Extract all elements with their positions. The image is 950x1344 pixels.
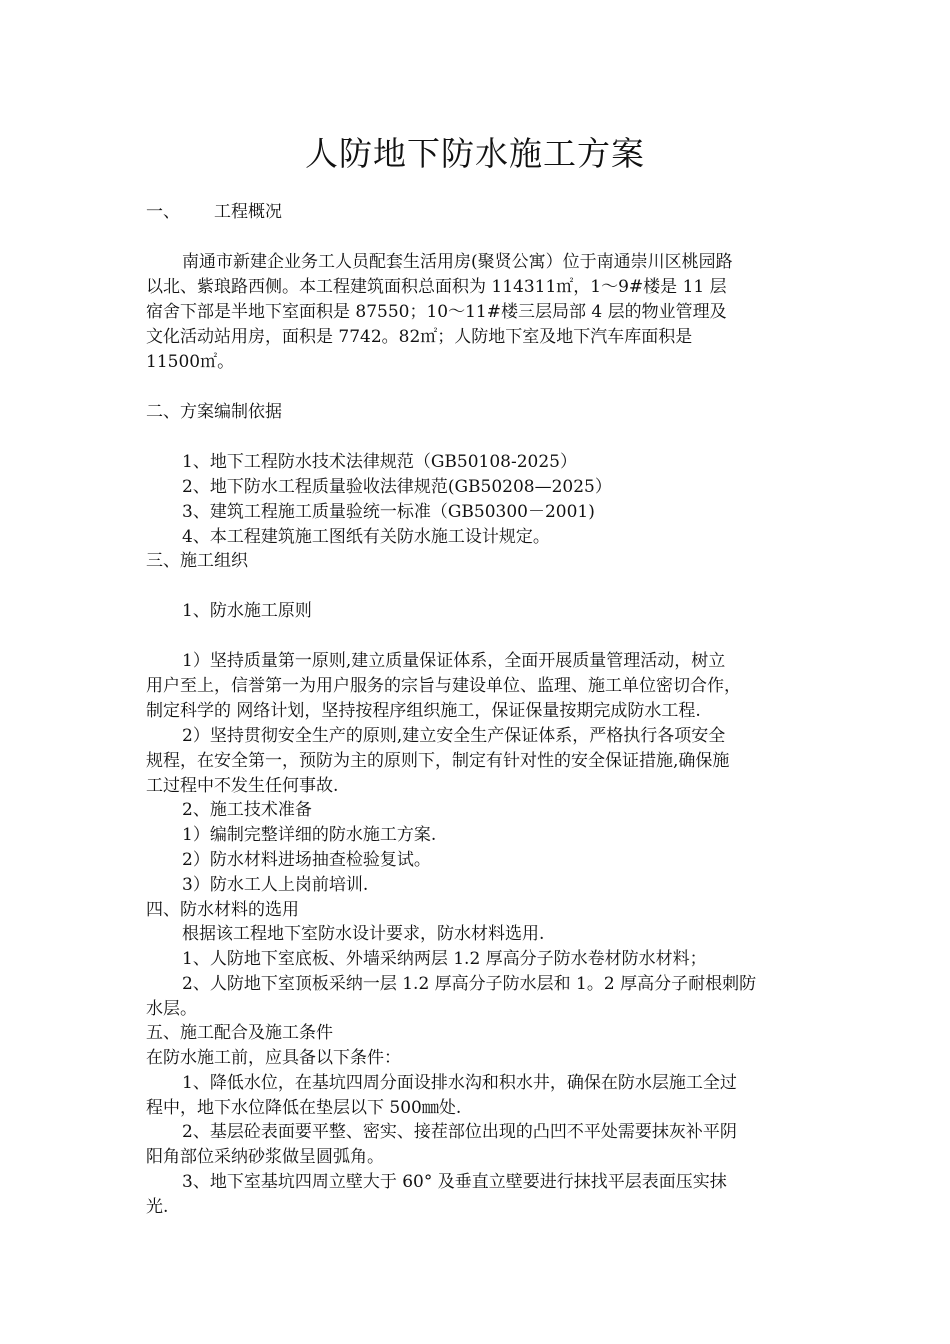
- basis-item: 4、本工程建筑施工图纸有关防水施工设计规定。: [182, 527, 550, 547]
- basis-item: 3、建筑工程施工质量验统一标准（GB50300－2001): [182, 502, 595, 522]
- conditions-intro: 在防水施工前，应具备以下条件：: [146, 1048, 401, 1068]
- rule-2-line: 工过程中不发生任何事故.: [146, 776, 339, 796]
- prep-item: 1）编制完整详细的防水施工方案.: [182, 825, 437, 845]
- rule-2-line: 2）坚持贯彻安全生产的原则,建立安全生产保证体系，严格执行各项安全: [182, 726, 726, 746]
- overview-line: 南通市新建企业务工人员配套生活用房(聚贤公寓）位于南通崇川区桃园路: [182, 252, 733, 272]
- overview-line: 宿舍下部是半地下室面积是 87550；10～11#楼三层局部 4 层的物业管理及: [146, 302, 727, 322]
- section-1-title: 工程概况: [214, 202, 282, 222]
- section-1-heading: [146, 200, 811, 225]
- materials-item: 2、人防地下室顶板采纳一层 1.2 厚高分子防水层和 1。2 厚高分子耐根刺防: [182, 974, 757, 994]
- prep-item: 2）防水材料进场抽查检验复试。: [182, 850, 431, 870]
- overview-line: 11500㎡。: [146, 352, 235, 372]
- materials-item: 1、人防地下室底板、外墙采纳两层 1.2 厚高分子防水卷材防水材料；: [182, 949, 707, 969]
- basis-item: 2、地下防水工程质量验收法律规范(GB50208—2025）: [182, 477, 612, 497]
- principle-heading: 1、防水施工原则: [182, 601, 312, 621]
- condition-1-line: 1、降低水位，在基坑四周分面设排水沟和积水井，确保在防水层施工全过: [182, 1073, 737, 1093]
- section-5-heading: 五、施工配合及施工条件: [146, 1023, 333, 1043]
- condition-3-line: 光.: [146, 1197, 169, 1217]
- overview-line: 以北、紫琅路西侧。本工程建筑面积总面积为 114311㎡，1～9#楼是 11 层: [146, 277, 727, 297]
- rule-1-line: 1）坚持质量第一原则,建立质量保证体系，全面开展质量管理活动，树立: [182, 651, 726, 671]
- section-3-heading: 三、施工组织: [146, 551, 248, 571]
- materials-intro: 根据该工程地下室防水设计要求，防水材料选用.: [182, 924, 545, 944]
- materials-item-cont: 水层。: [146, 999, 197, 1019]
- section-1-number: 一、: [146, 202, 180, 222]
- rule-1-line: 用户至上，信誉第一为用户服务的宗旨与建设单位、监理、施工单位密切合作，: [146, 676, 741, 696]
- prep-item: 3）防水工人上岗前培训.: [182, 875, 369, 895]
- basis-item: 1、地下工程防水技术法律规范（GB50108-2025）: [182, 452, 577, 472]
- rule-1-line: 制定科学的 网络计划，坚持按程序组织施工，保证保量按期完成防水工程.: [146, 701, 701, 721]
- document-title: 人防地下防水施工方案: [305, 134, 645, 173]
- section-4-heading: 四、防水材料的选用: [146, 900, 299, 920]
- condition-2-line: 阳角部位采纳砂浆做呈圆弧角。: [146, 1147, 384, 1167]
- condition-3-line: 3、地下室基坑四周立壁大于 60° 及垂直立壁要进行抹找平层表面压实抹: [182, 1172, 727, 1192]
- condition-1-line: 程中，地下水位降低在垫层以下 500㎜处.: [146, 1098, 462, 1118]
- rule-2-line: 规程，在安全第一，预防为主的原则下，制定有针对性的安全保证措施,确保施: [146, 751, 730, 771]
- prep-heading: 2、施工技术准备: [182, 800, 312, 820]
- section-2-heading: 二、方案编制依据: [146, 402, 282, 422]
- overview-line: 文化活动站用房，面积是 7742。82㎡；人防地下室及地下汽车库面积是: [146, 327, 693, 347]
- condition-2-line: 2、基层砼表面要平整、密实、接茬部位出现的凸凹不平处需要抹灰补平阴: [182, 1122, 737, 1142]
